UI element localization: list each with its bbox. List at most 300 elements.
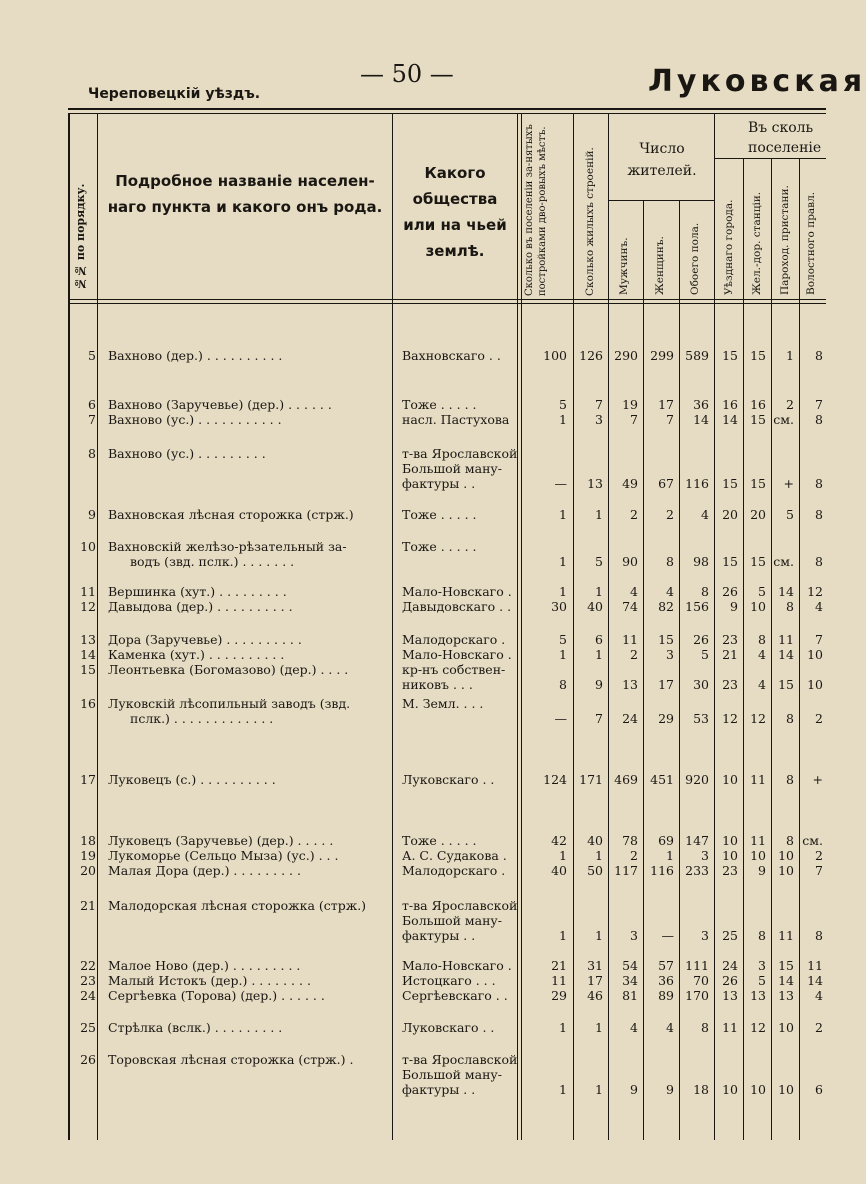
female-value: 116	[650, 863, 674, 878]
society-name: фактуры . .	[402, 1082, 476, 1097]
male-value: 11	[622, 632, 638, 647]
col-header-houses: Сколько жилыхъ строеній.	[584, 147, 596, 296]
male-value: 469	[614, 772, 638, 787]
distance-town-value: 24	[722, 958, 738, 973]
distance-rail-value: 15	[750, 554, 766, 569]
society-name: Тоже . . . . .	[402, 833, 477, 848]
society-name: кр-нъ собствен-	[402, 662, 506, 677]
male-value: 9	[630, 1082, 638, 1097]
row-number: 24	[80, 988, 96, 1003]
total-value: 36	[693, 397, 709, 412]
male-value: 49	[622, 476, 638, 491]
yards-value: 42	[551, 833, 567, 848]
distance-rail-value: 11	[750, 833, 766, 848]
male-value: 290	[614, 348, 638, 363]
female-value: 15	[658, 632, 674, 647]
houses-value: 17	[587, 973, 603, 988]
distance-town-value: 25	[722, 928, 738, 943]
houses-value: 40	[587, 599, 603, 614]
houses-value: 7	[595, 397, 603, 412]
society-name: Большой ману-	[402, 461, 502, 476]
female-value: 17	[658, 397, 674, 412]
row-number: 16	[80, 696, 96, 711]
female-value: 7	[666, 412, 674, 427]
col-header-d-town: Уѣзднаго города.	[723, 199, 735, 295]
society-name: Тоже . . . . .	[402, 539, 477, 554]
yards-value: 5	[559, 632, 567, 647]
distance-volost-value: 11	[807, 958, 823, 973]
col-header-residents: Число жителей.	[627, 141, 697, 179]
col-header-distance: Въ сколь поселеніе	[748, 120, 822, 156]
male-value: 81	[622, 988, 638, 1003]
yards-value: 1	[559, 507, 567, 522]
distance-pier-value: +	[783, 476, 794, 491]
society-name: Тоже . . . . .	[402, 507, 477, 522]
place-name: Вахново (Заручевье) (дер.) . . . . . .	[108, 397, 332, 412]
distance-town-value: 9	[730, 599, 738, 614]
distance-pier-value: 8	[786, 599, 794, 614]
place-name: Стрѣлка (вслк.) . . . . . . . . .	[108, 1020, 283, 1035]
society-name: Вахновскаго . .	[402, 348, 501, 363]
total-value: 589	[685, 348, 709, 363]
place-name: Давыдова (дер.) . . . . . . . . . .	[108, 599, 293, 614]
houses-value: 31	[587, 958, 603, 973]
distance-town-value: 23	[722, 632, 738, 647]
total-value: 4	[701, 507, 709, 522]
distance-pier-value: 15	[778, 677, 794, 692]
female-value: 4	[666, 1020, 674, 1035]
society-name: М. Земл. . . .	[402, 696, 484, 711]
houses-value: 1	[595, 507, 603, 522]
distance-rail-value: 15	[750, 476, 766, 491]
col-header-d-volost: Волостного правл.	[805, 191, 817, 295]
distance-town-value: 20	[722, 507, 738, 522]
col-line	[97, 113, 98, 1140]
header-bottom-rule	[68, 299, 826, 300]
yards-value: 1	[559, 848, 567, 863]
distance-pier-value: 10	[778, 848, 794, 863]
society-name: Сергѣевскаго . .	[402, 988, 508, 1003]
distance-pier-value: 8	[786, 711, 794, 726]
distance-pier-value: 1	[786, 348, 794, 363]
distance-pier-value: 8	[786, 772, 794, 787]
distance-rail-value: 12	[750, 711, 766, 726]
distance-rail-value: 4	[758, 677, 766, 692]
society-name: фактуры . .	[402, 476, 476, 491]
row-number: 7	[88, 412, 96, 427]
society-name: Мало-Новскаго .	[402, 647, 512, 662]
total-value: 5	[701, 647, 709, 662]
distance-volost-value: 7	[815, 397, 823, 412]
male-value: 2	[630, 647, 638, 662]
distance-volost-value: 4	[815, 988, 823, 1003]
society-name: А. С. Судакова .	[402, 848, 507, 863]
distance-volost-value: 4	[815, 599, 823, 614]
distance-pier-value: 14	[778, 973, 794, 988]
total-value: 8	[701, 584, 709, 599]
houses-value: 171	[579, 772, 603, 787]
col-header-name: Подробное названіе населен-наго пункта и какого онъ рода.	[107, 172, 383, 216]
total-value: 170	[685, 988, 709, 1003]
col-header-male: Мужчинъ.	[618, 237, 630, 295]
col-line	[68, 113, 70, 1140]
place-name: пслк.) . . . . . . . . . . . . .	[130, 711, 274, 726]
distance-town-value: 14	[722, 412, 738, 427]
distance-town-value: 16	[722, 397, 738, 412]
distance-volost-value: 8	[815, 928, 823, 943]
row-number: 5	[88, 348, 96, 363]
yards-value: 30	[551, 599, 567, 614]
yards-value: 124	[543, 772, 567, 787]
distance-volost-value: 7	[815, 863, 823, 878]
distance-pier-value: 14	[778, 584, 794, 599]
houses-value: 1	[595, 1020, 603, 1035]
female-value: 8	[666, 554, 674, 569]
distance-town-value: 10	[722, 848, 738, 863]
col-header-d-pier: Пароход. пристани.	[779, 185, 791, 295]
distance-volost-value: 10	[807, 677, 823, 692]
place-name: Леонтьевка (Богомазово) (дер.) . . . .	[108, 662, 349, 677]
distance-town-value: 10	[722, 833, 738, 848]
page-number: — 50 —	[360, 60, 454, 88]
female-value: 4	[666, 584, 674, 599]
society-name: Большой ману-	[402, 1067, 502, 1082]
distance-town-value: 13	[722, 988, 738, 1003]
male-value: 4	[630, 584, 638, 599]
distance-rail-value: 9	[758, 863, 766, 878]
total-value: 111	[685, 958, 709, 973]
place-name: Каменка (хут.) . . . . . . . . . .	[108, 647, 285, 662]
distance-volost-value: 8	[815, 476, 823, 491]
distance-volost-value: +	[812, 772, 823, 787]
distance-pier-value: 5	[786, 507, 794, 522]
place-name: Вершинка (хут.) . . . . . . . . .	[108, 584, 287, 599]
yards-value: 40	[551, 863, 567, 878]
distance-pier-value: 11	[778, 632, 794, 647]
place-name: Вахново (ус.) . . . . . . . . . . .	[108, 412, 282, 427]
distance-town-value: 11	[722, 1020, 738, 1035]
distance-pier-value: 8	[786, 833, 794, 848]
society-name: Малодорскаго .	[402, 863, 506, 878]
distance-volost-value: 2	[815, 711, 823, 726]
distance-rail-value: 15	[750, 412, 766, 427]
total-value: 30	[693, 677, 709, 692]
male-value: 54	[622, 958, 638, 973]
distance-volost-value: 12	[807, 584, 823, 599]
male-value: 2	[630, 507, 638, 522]
distance-rail-value: 4	[758, 647, 766, 662]
place-name: Вахновская лѣсная сторожка (стрж.)	[108, 507, 354, 522]
col-line	[392, 113, 393, 1140]
distance-town-value: 10	[722, 772, 738, 787]
total-value: 26	[693, 632, 709, 647]
houses-value: 1	[595, 647, 603, 662]
row-number: 15	[80, 662, 96, 677]
houses-value: 1	[595, 1082, 603, 1097]
distance-volost-value: 8	[815, 554, 823, 569]
distance-volost-value: 8	[815, 507, 823, 522]
distance-pier-value: 13	[778, 988, 794, 1003]
male-value: 3	[630, 928, 638, 943]
distance-rail-value: 11	[750, 772, 766, 787]
top-rule-thin	[68, 113, 826, 114]
distance-town-value: 15	[722, 554, 738, 569]
col-header-d-rail: Жел.-дор. станціи.	[751, 191, 763, 295]
houses-value: 6	[595, 632, 603, 647]
distance-volost-value: 2	[815, 848, 823, 863]
distance-rail-value: 3	[758, 958, 766, 973]
row-number: 25	[80, 1020, 96, 1035]
society-name: Мало-Новскаго .	[402, 584, 512, 599]
houses-value: 1	[595, 848, 603, 863]
col-header-female: Женщинъ.	[654, 236, 666, 295]
distance-town-value: 23	[722, 677, 738, 692]
distance-pier-value: см.	[773, 554, 794, 569]
houses-value: 1	[595, 584, 603, 599]
society-name: Луковскаго . .	[402, 772, 495, 787]
male-value: 24	[622, 711, 638, 726]
distance-volost-value: 6	[815, 1082, 823, 1097]
houses-value: 40	[587, 833, 603, 848]
distance-pier-value: 10	[778, 863, 794, 878]
yards-value: 1	[559, 647, 567, 662]
houses-value: 1	[595, 928, 603, 943]
row-number: 22	[80, 958, 96, 973]
place-name: Вахновскій желѣзо-рѣзательный за-	[108, 539, 347, 554]
distance-rail-value: 20	[750, 507, 766, 522]
total-value: 156	[685, 599, 709, 614]
distance-town-value: 10	[722, 1082, 738, 1097]
volost-title: Луковская	[648, 64, 866, 99]
distance-town-value: 23	[722, 863, 738, 878]
society-name: Давыдовскаго . .	[402, 599, 512, 614]
houses-value: 50	[587, 863, 603, 878]
distance-town-value: 26	[722, 973, 738, 988]
row-number: 18	[80, 833, 96, 848]
yards-value: 5	[559, 397, 567, 412]
total-value: 233	[685, 863, 709, 878]
female-value: 1	[666, 848, 674, 863]
female-value: —	[661, 928, 674, 943]
distance-pier-value: 10	[778, 1020, 794, 1035]
distance-volost-value: 2	[815, 1020, 823, 1035]
female-value: 82	[658, 599, 674, 614]
place-name: Малая Дора (дер.) . . . . . . . . .	[108, 863, 301, 878]
col-line	[799, 158, 800, 1140]
male-value: 78	[622, 833, 638, 848]
place-name: Сергѣевка (Торова) (дер.) . . . . . .	[108, 988, 325, 1003]
male-value: 74	[622, 599, 638, 614]
distance-rail-value: 10	[750, 1082, 766, 1097]
total-value: 147	[685, 833, 709, 848]
distance-rail-value: 13	[750, 988, 766, 1003]
distance-rail-value: 5	[758, 973, 766, 988]
yards-value: 1	[559, 928, 567, 943]
distance-volost-value: 14	[807, 973, 823, 988]
society-name: насл. Пастухова	[402, 412, 510, 427]
total-value: 53	[693, 711, 709, 726]
place-name: Дора (Заручевье) . . . . . . . . . .	[108, 632, 302, 647]
total-value: 18	[693, 1082, 709, 1097]
female-value: 67	[658, 476, 674, 491]
row-number: 26	[80, 1052, 96, 1067]
header-bottom-rule-2	[68, 303, 826, 304]
yards-value: 29	[551, 988, 567, 1003]
male-value: 7	[630, 412, 638, 427]
houses-value: 3	[595, 412, 603, 427]
yards-value: —	[554, 711, 567, 726]
houses-value: 9	[595, 677, 603, 692]
female-value: 299	[650, 348, 674, 363]
society-name: фактуры . .	[402, 928, 476, 943]
district-title: Череповецкій уѣздъ.	[88, 86, 261, 102]
distance-pier-value: 14	[778, 647, 794, 662]
place-name: Луковецъ (Заручевье) (дер.) . . . . .	[108, 833, 334, 848]
row-number: 11	[80, 584, 96, 599]
distance-town-value: 21	[722, 647, 738, 662]
male-value: 19	[622, 397, 638, 412]
total-value: 70	[693, 973, 709, 988]
yards-value: —	[554, 476, 567, 491]
houses-value: 13	[587, 476, 603, 491]
distance-subrule	[714, 158, 826, 159]
total-value: 116	[685, 476, 709, 491]
female-value: 2	[666, 507, 674, 522]
row-number: 14	[80, 647, 96, 662]
total-value: 14	[693, 412, 709, 427]
society-name: т-ва Ярославской	[402, 446, 518, 461]
distance-town-value: 15	[722, 476, 738, 491]
female-value: 3	[666, 647, 674, 662]
yards-value: 21	[551, 958, 567, 973]
row-number: 17	[80, 772, 96, 787]
row-number: 9	[88, 507, 96, 522]
male-value: 117	[614, 863, 638, 878]
distance-rail-value: 10	[750, 599, 766, 614]
female-value: 36	[658, 973, 674, 988]
place-name: Торовская лѣсная сторожка (стрж.) .	[108, 1052, 354, 1067]
female-value: 29	[658, 711, 674, 726]
row-number: 6	[88, 397, 96, 412]
distance-town-value: 15	[722, 348, 738, 363]
society-name: Истоцкаго . . .	[402, 973, 496, 988]
distance-rail-value: 10	[750, 848, 766, 863]
houses-value: 7	[595, 711, 603, 726]
yards-value: 1	[559, 412, 567, 427]
distance-pier-value: см.	[773, 412, 794, 427]
place-name: Лукоморье (Сельцо Мыза) (ус.) . . .	[108, 848, 339, 863]
residents-subrule	[608, 200, 714, 201]
row-number: 20	[80, 863, 96, 878]
distance-pier-value: 11	[778, 928, 794, 943]
row-number: 13	[80, 632, 96, 647]
distance-volost-value: 8	[815, 412, 823, 427]
row-number: 21	[80, 898, 96, 913]
top-rule	[68, 108, 826, 110]
col-line	[521, 113, 522, 1140]
col-line	[517, 113, 518, 1140]
distance-volost-value: 7	[815, 632, 823, 647]
distance-rail-value: 8	[758, 632, 766, 647]
distance-town-value: 26	[722, 584, 738, 599]
place-name: Луковецъ (с.) . . . . . . . . . .	[108, 772, 276, 787]
place-name: Малый Истокъ (дер.) . . . . . . . .	[108, 973, 311, 988]
distance-rail-value: 15	[750, 348, 766, 363]
place-name: водъ (звд. пслк.) . . . . . . .	[130, 554, 295, 569]
distance-pier-value: 15	[778, 958, 794, 973]
place-name: Вахново (дер.) . . . . . . . . . .	[108, 348, 283, 363]
female-value: 9	[666, 1082, 674, 1097]
col-header-num: №№ по порядку.	[74, 183, 87, 290]
distance-town-value: 12	[722, 711, 738, 726]
col-header-society: Какого общества или на чьей землѣ.	[403, 164, 507, 260]
male-value: 90	[622, 554, 638, 569]
yards-value: 11	[551, 973, 567, 988]
male-value: 34	[622, 973, 638, 988]
distance-pier-value: 2	[786, 397, 794, 412]
col-header-yards: Сколько въ поселеніи за-нятыхъ постройками дво-ровыхъ мѣстъ.	[524, 124, 548, 296]
female-value: 17	[658, 677, 674, 692]
total-value: 3	[701, 928, 709, 943]
distance-rail-value: 12	[750, 1020, 766, 1035]
distance-volost-value: 10	[807, 647, 823, 662]
yards-value: 1	[559, 1082, 567, 1097]
row-number: 23	[80, 973, 96, 988]
male-value: 13	[622, 677, 638, 692]
distance-rail-value: 5	[758, 584, 766, 599]
total-value: 920	[685, 772, 709, 787]
distance-volost-value: см.	[802, 833, 823, 848]
row-number: 8	[88, 446, 96, 461]
col-header-both: Обоего пола.	[689, 222, 701, 295]
houses-value: 5	[595, 554, 603, 569]
society-name: Большой ману-	[402, 913, 502, 928]
yards-value: 100	[543, 348, 567, 363]
row-number: 10	[80, 539, 96, 554]
female-value: 69	[658, 833, 674, 848]
distance-rail-value: 8	[758, 928, 766, 943]
houses-value: 126	[579, 348, 603, 363]
society-name: Мало-Новскаго .	[402, 958, 512, 973]
yards-value: 8	[559, 677, 567, 692]
female-value: 89	[658, 988, 674, 1003]
place-name: Луковскій лѣсопильный заводъ (звд.	[108, 696, 351, 711]
place-name: Малодорская лѣсная сторожка (стрж.)	[108, 898, 367, 913]
total-value: 3	[701, 848, 709, 863]
row-number: 19	[80, 848, 96, 863]
male-value: 2	[630, 848, 638, 863]
place-name: Малое Ново (дер.) . . . . . . . . .	[108, 958, 301, 973]
yards-value: 1	[559, 554, 567, 569]
distance-rail-value: 16	[750, 397, 766, 412]
houses-value: 46	[587, 988, 603, 1003]
yards-value: 1	[559, 1020, 567, 1035]
female-value: 451	[650, 772, 674, 787]
society-name: никовъ . . .	[402, 677, 473, 692]
society-name: т-ва Ярославской	[402, 1052, 518, 1067]
male-value: 4	[630, 1020, 638, 1035]
distance-volost-value: 8	[815, 348, 823, 363]
society-name: Луковскаго . .	[402, 1020, 495, 1035]
place-name: Вахново (ус.) . . . . . . . . .	[108, 446, 266, 461]
society-name: Тоже . . . . .	[402, 397, 477, 412]
total-value: 8	[701, 1020, 709, 1035]
distance-pier-value: 10	[778, 1082, 794, 1097]
society-name: т-ва Ярославской	[402, 898, 518, 913]
total-value: 98	[693, 554, 709, 569]
society-name: Малодорскаго .	[402, 632, 506, 647]
female-value: 57	[658, 958, 674, 973]
